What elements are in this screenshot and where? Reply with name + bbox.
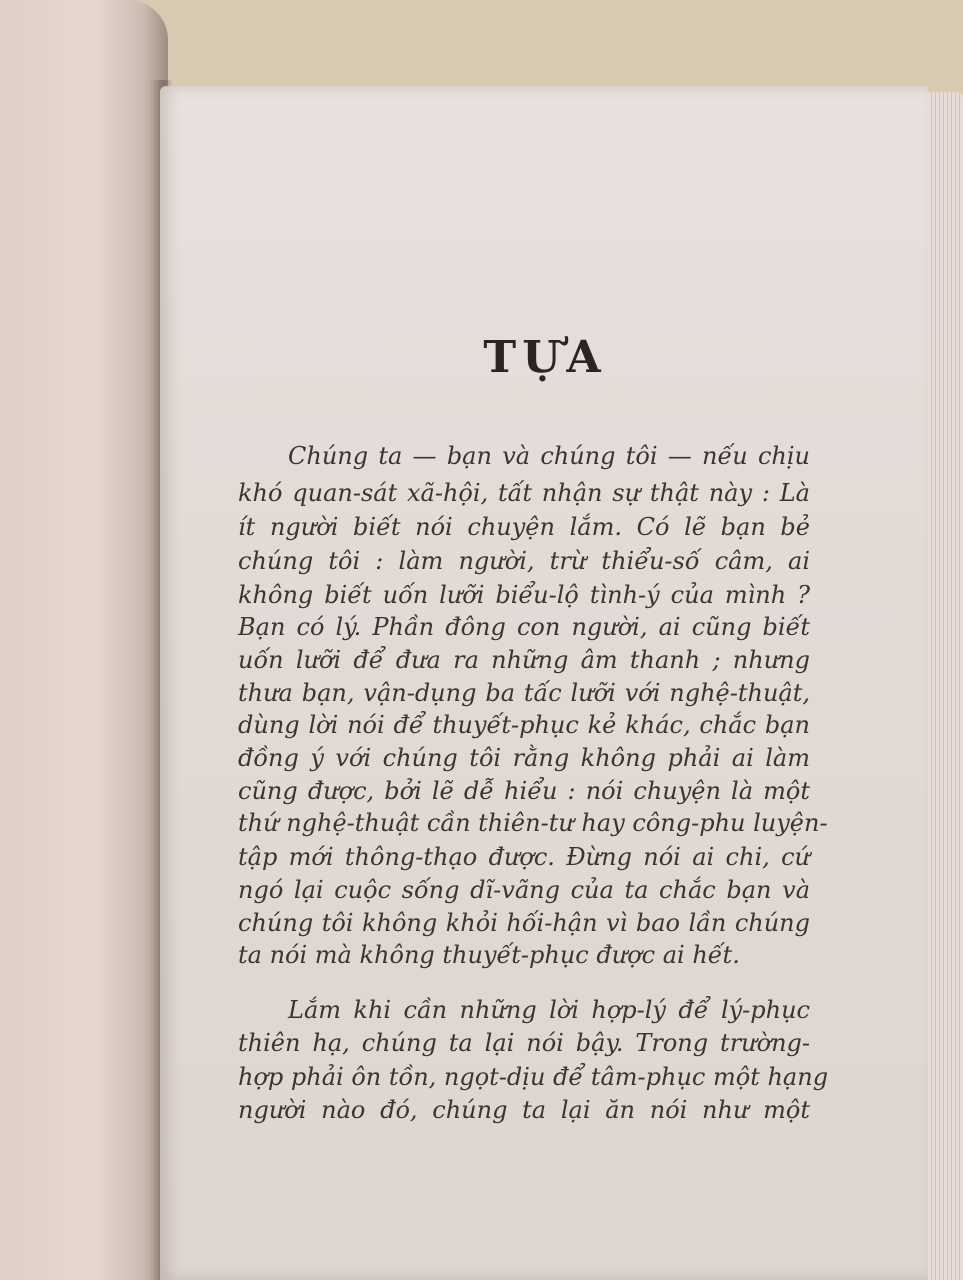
text-line: hợp phải ôn tồn, ngọt-dịu để tâm-phục một hạng bbox=[238, 1063, 829, 1091]
text-line: khó quan-sát xã-hội, tất nhận sự thật này : Là bbox=[238, 479, 810, 507]
text-line: thiên hạ, chúng ta lại nói bậy. Trong trường- bbox=[238, 1029, 810, 1057]
page-title: TỰA bbox=[483, 332, 607, 383]
text-line: cũng được, bởi lẽ dễ hiểu : nói chuyện là một bbox=[238, 777, 810, 805]
text-line: đồng ý với chúng tôi rằng không phải ai làm bbox=[238, 744, 810, 772]
text-line: ngó lại cuộc sống dĩ-vãng của ta chắc bạn và bbox=[238, 876, 810, 904]
text-line: thưa bạn, vận-dụng ba tấc lưỡi với nghệ-thuật, bbox=[238, 679, 810, 707]
text-line: chúng tôi : làm người, trừ thiểu-số câm, ai bbox=[238, 547, 810, 575]
text-line: Chúng ta — bạn và chúng tôi — nếu chịu bbox=[288, 442, 810, 470]
text-line: không biết uốn lưỡi biểu-lộ tình-ý của mình ? bbox=[238, 581, 810, 609]
text-line: thứ nghệ-thuật cần thiên-tư hay công-phu luyện- bbox=[238, 809, 828, 837]
text-line: Bạn có lý. Phần đông con người, ai cũng biết bbox=[238, 613, 810, 641]
text-line: người nào đó, chúng ta lại ăn nói như một bbox=[238, 1096, 810, 1124]
left-page bbox=[0, 0, 168, 1280]
text-line: ít người biết nói chuyện lắm. Có lẽ bạn bẻ bbox=[238, 513, 810, 541]
text-line: tập mới thông-thạo được. Đừng nói ai chi, cứ bbox=[238, 843, 810, 871]
text-line: Lắm khi cần những lời hợp-lý để lý-phục bbox=[288, 996, 810, 1024]
text-line: chúng tôi không khỏi hối-hận vì bao lần chúng bbox=[238, 909, 810, 937]
text-line: ta nói mà không thuyết-phục được ai hết. bbox=[238, 941, 740, 969]
text-line: uốn lưỡi để đưa ra những âm thanh ; nhưng bbox=[238, 646, 810, 674]
text-line: dùng lời nói để thuyết-phục kẻ khác, chắc bạn bbox=[238, 711, 810, 739]
